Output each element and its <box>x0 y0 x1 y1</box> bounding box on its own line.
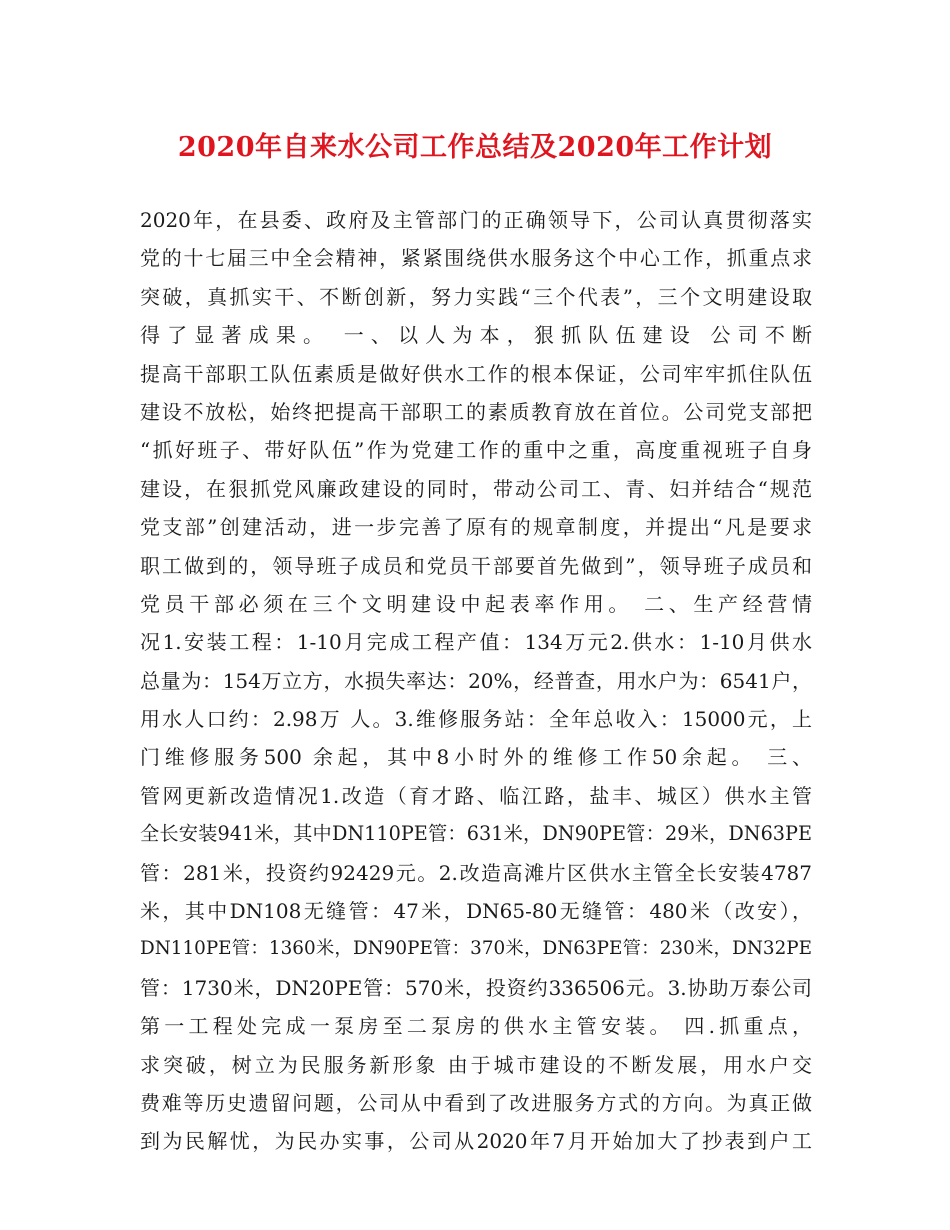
body-line: 党的十七届三中全会精神，紧紧围绕供水服务这个中心工作，抓重点求 <box>140 246 812 271</box>
body-line: 突破，真抓实干、不断创新，努力实践“三个代表”，三个文明建设取 <box>140 284 812 309</box>
body-line: 总量为：154万立方，水损失率达：20%，经普查，用水户为：6541户， <box>140 668 812 693</box>
body-line: 门维修服务500 余起，其中8小时外的维修工作50余起。 三、 <box>140 745 812 770</box>
body-line: 职工做到的，领导班子成员和党员干部要首先做到”，领导班子成员和 <box>140 553 812 578</box>
body-line: 全长安装941米，其中DN110PE管：631米，DN90PE管：29米，DN63PE <box>140 822 812 846</box>
body-line: 建设不放松，始终把提高干部职工的素质教育放在首位。公司党支部把 <box>140 399 812 424</box>
body-line: 提高干部职工队伍素质是做好供水工作的根本保证，公司牢牢抓住队伍 <box>140 361 812 386</box>
body-line: 求突破，树立为民服务新形象 由于城市建设的不断发展，用水户交 <box>140 1052 812 1077</box>
body-line: 米，其中DN108无缝管：47米，DN65-80无缝管：480米（改安）， <box>140 899 812 924</box>
body-line: 管：1730米，DN20PE管：570米，投资约336506元。3.协助万泰公司 <box>140 975 812 1000</box>
body-line: 党员干部必须在三个文明建设中起表率作用。 二、生产经营情 <box>140 591 812 616</box>
body-line: 管网更新改造情况1.改造（育才路、临江路，盐丰、城区）供水主管 <box>140 783 812 808</box>
body-line: 费难等历史遗留问题，公司从中看到了改进服务方式的方向。为真正做 <box>140 1090 812 1115</box>
body-line: 况1.安装工程：1-10月完成工程产值：134万元2.供水：1-10月供水 <box>140 630 812 655</box>
body-line: 党支部”创建活动，进一步完善了原有的规章制度，并提出“凡是要求 <box>140 515 812 540</box>
body-line: 得了显著成果。 一、以人为本，狠抓队伍建设 公司不断 <box>140 323 812 348</box>
body-line: 第一工程处完成一泵房至二泵房的供水主管安装。 四.抓重点， <box>140 1014 812 1039</box>
document-body <box>140 201 812 1161</box>
document-title: 2020年自来水公司工作总结及2020年工作计划 <box>177 132 773 163</box>
body-line: 到为民解忧，为民办实事，公司从2020年7月开始加大了抄表到户工 <box>140 1129 812 1154</box>
body-line: 2020年，在县委、政府及主管部门的正确领导下，公司认真贯彻落实 <box>140 208 812 232</box>
body-line: 建设，在狠抓党风廉政建设的同时，带动公司工、青、妇并结合“规范 <box>140 476 812 501</box>
body-line: 用水人口约：2.98万 人。3.维修服务站：全年总收入：15000元，上 <box>140 707 812 732</box>
body-line: “抓好班子、带好队伍”作为党建工作的重中之重，高度重视班子自身 <box>140 438 812 463</box>
body-line: DN110PE管：1360米，DN90PE管：370米，DN63PE管：230米，DN32PE <box>140 938 812 960</box>
body-line: 管：281米，投资约92429元。2.改造高滩片区供水主管全长安装4787 <box>140 860 812 885</box>
